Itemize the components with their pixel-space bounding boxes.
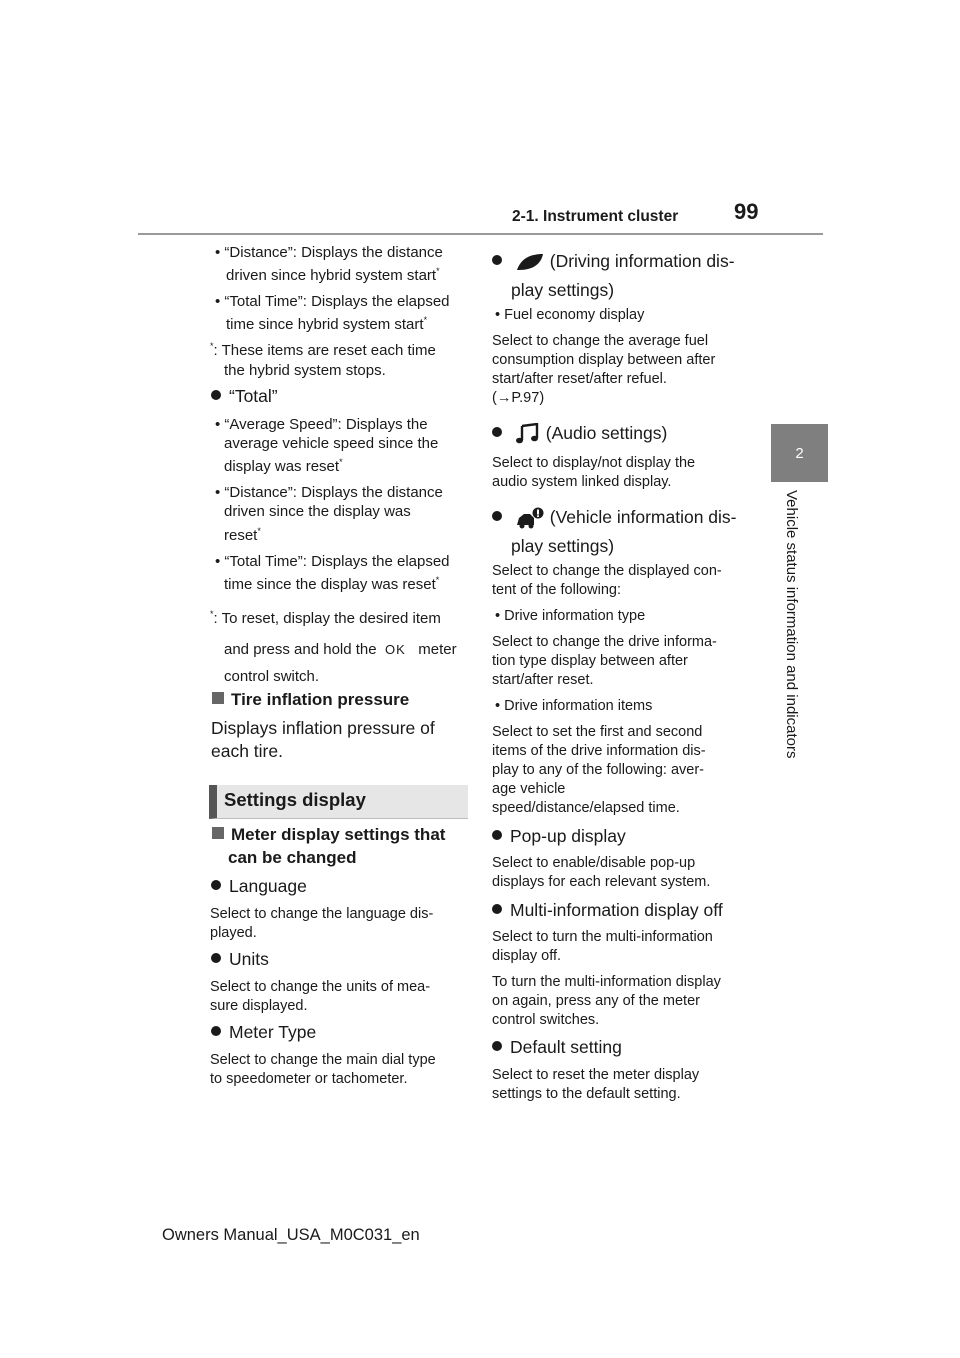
total-bullet-2-line-1: • “Distance”: Displays the distance [215,484,443,501]
drive-info-type-line-3: start/after reset. [492,672,594,688]
drive-info-type-line-1: Select to change the drive informa- [492,634,717,650]
settings-display-heading [209,785,468,819]
drive-info-items-line-2: items of the drive information dis- [492,743,706,759]
audio-desc-line-1: Select to display/not display the [492,455,696,471]
tire-heading: Tire inflation pressure [212,690,409,710]
mid-off-title: Multi-information display off [492,900,723,921]
default-desc-line-1: Select to reset the meter display [492,1067,700,1083]
total-bullet-3-line-2: time since the display was reset* [224,575,440,593]
drive-info-items-line-5: speed/distance/elapsed time. [492,800,680,816]
total-note-line-1: *: To reset, display the desired item [210,609,441,627]
music-note-icon [515,423,541,443]
mid-off-note-line-3: control switches. [492,1012,600,1028]
language-desc-line-2: played. [210,925,257,941]
audio-settings-title: (Audio settings) [492,423,667,445]
vehicle-desc-line-2: tent of the following: [492,582,621,598]
drive-note-line-2: the hybrid system stops. [224,362,386,379]
mid-off-desc-line-1: Select to turn the multi-information [492,929,713,945]
meter-heading-line-1: Meter display settings that [212,825,445,845]
total-note-line-3: control switch. [224,668,320,685]
total-bullet-3-line-1: • “Total Time”: Displays the elapsed [215,553,450,570]
units-desc-line-1: Select to change the units of mea- [210,979,431,995]
total-bullet-1-line-1: • “Average Speed”: Displays the [215,416,428,433]
total-heading: “Total” [211,386,278,407]
driving-info-title: (Driving information dis- [492,251,735,272]
bullet-dot [211,880,221,890]
bullet-dot [211,1026,221,1036]
driving-desc-line-3: start/after reset/after refuel. [492,371,667,387]
ok-switch-glyph: OK [384,642,406,657]
language-desc-line-1: Select to change the language dis- [210,906,434,922]
bullet-dot [492,830,502,840]
drive-info-items-line-4: age vehicle [492,781,566,797]
total-bullet-2-line-3: reset* [224,526,261,544]
drive-info-items-line-1: Select to set the first and second [492,724,703,740]
vehicle-desc-line-1: Select to change the displayed con- [492,563,722,579]
popup-title: Pop-up display [492,826,626,847]
section-square-icon [212,827,224,839]
bullet-dot [492,1041,502,1051]
total-bullet-1-line-3: display was reset* [224,457,343,475]
drive-info-type-line-2: tion type display between after [492,653,688,669]
bullet-dot [211,953,221,963]
mid-off-note-line-2: on again, press any of the meter [492,993,700,1009]
bullet-dot [492,427,502,437]
drive-info-type-bullet: • Drive information type [495,608,646,624]
mid-off-note-line-1: To turn the multi-information display [492,974,721,990]
units-desc-line-2: sure displayed. [210,998,308,1014]
footer-manual-id: Owners Manual_USA_M0C031_en [162,1226,420,1244]
units-title: Units [211,949,269,970]
vehicle-info-title-line-2: play settings) [511,536,615,556]
driving-info-title-line-2: play settings) [511,280,615,300]
drive-bullet-1-line-2: driven since hybrid system start* [226,266,440,284]
settings-heading-text: Settings display [224,789,366,810]
meter-type-desc-line-1: Select to change the main dial type [210,1052,436,1068]
total-note-line-2: and press and hold the OK meter [224,641,457,658]
car-info-icon [515,507,545,527]
page-reference[interactable]: (→P.97) [492,390,545,406]
section-square-icon [212,692,224,704]
chapter-tab[interactable] [771,424,828,482]
popup-desc-line-1: Select to enable/disable pop-up [492,855,696,871]
header-rule [138,233,823,235]
total-bullet-2-line-2: driven since the display was [224,503,411,520]
language-title: Language [211,876,307,897]
chapter-number: 2 [795,444,804,462]
drive-info-items-line-3: play to any of the following: aver- [492,762,704,778]
audio-desc-line-2: audio system linked display. [492,474,672,490]
bullet-dot [492,511,502,521]
fuel-economy-bullet: • Fuel economy display [495,307,645,323]
driving-desc-line-1: Select to change the average fuel [492,333,709,349]
default-setting-title: Default setting [492,1037,622,1058]
tire-text-line-1: Displays inflation pressure of [211,718,435,738]
drive-info-items-bullet: • Drive information items [495,698,653,714]
tire-text-line-2: each tire. [211,741,283,761]
driving-desc-line-2: consumption display between after [492,352,716,368]
total-bullet-1-line-2: average vehicle speed since the [224,435,439,452]
leaf-gauge-icon [515,251,545,271]
drive-note-line-1: *: These items are reset each time [210,341,436,359]
bullet-dot [211,390,221,400]
drive-bullet-2-line-2: time since hybrid system start* [226,315,428,333]
vehicle-info-title: (Vehicle information dis- [492,507,737,529]
meter-heading-line-2: can be changed [228,848,357,867]
mid-off-desc-line-2: display off. [492,948,562,964]
chapter-side-label [770,490,800,800]
default-desc-line-2: settings to the default setting. [492,1086,681,1102]
bullet-dot [492,255,502,265]
meter-type-desc-line-2: to speedometer or tachometer. [210,1071,408,1087]
bullet-dot [492,904,502,914]
section-title: 2-1. Instrument cluster [512,208,679,225]
page-number: 99 [734,199,759,224]
chapter-label-text: Vehicle status information and indicators [783,490,800,759]
meter-type-title: Meter Type [211,1022,316,1043]
drive-bullet-1-line-1: • “Distance”: Displays the distance [215,244,443,261]
popup-desc-line-2: displays for each relevant system. [492,874,711,890]
drive-bullet-2-line-1: • “Total Time”: Displays the elapsed [215,293,450,310]
